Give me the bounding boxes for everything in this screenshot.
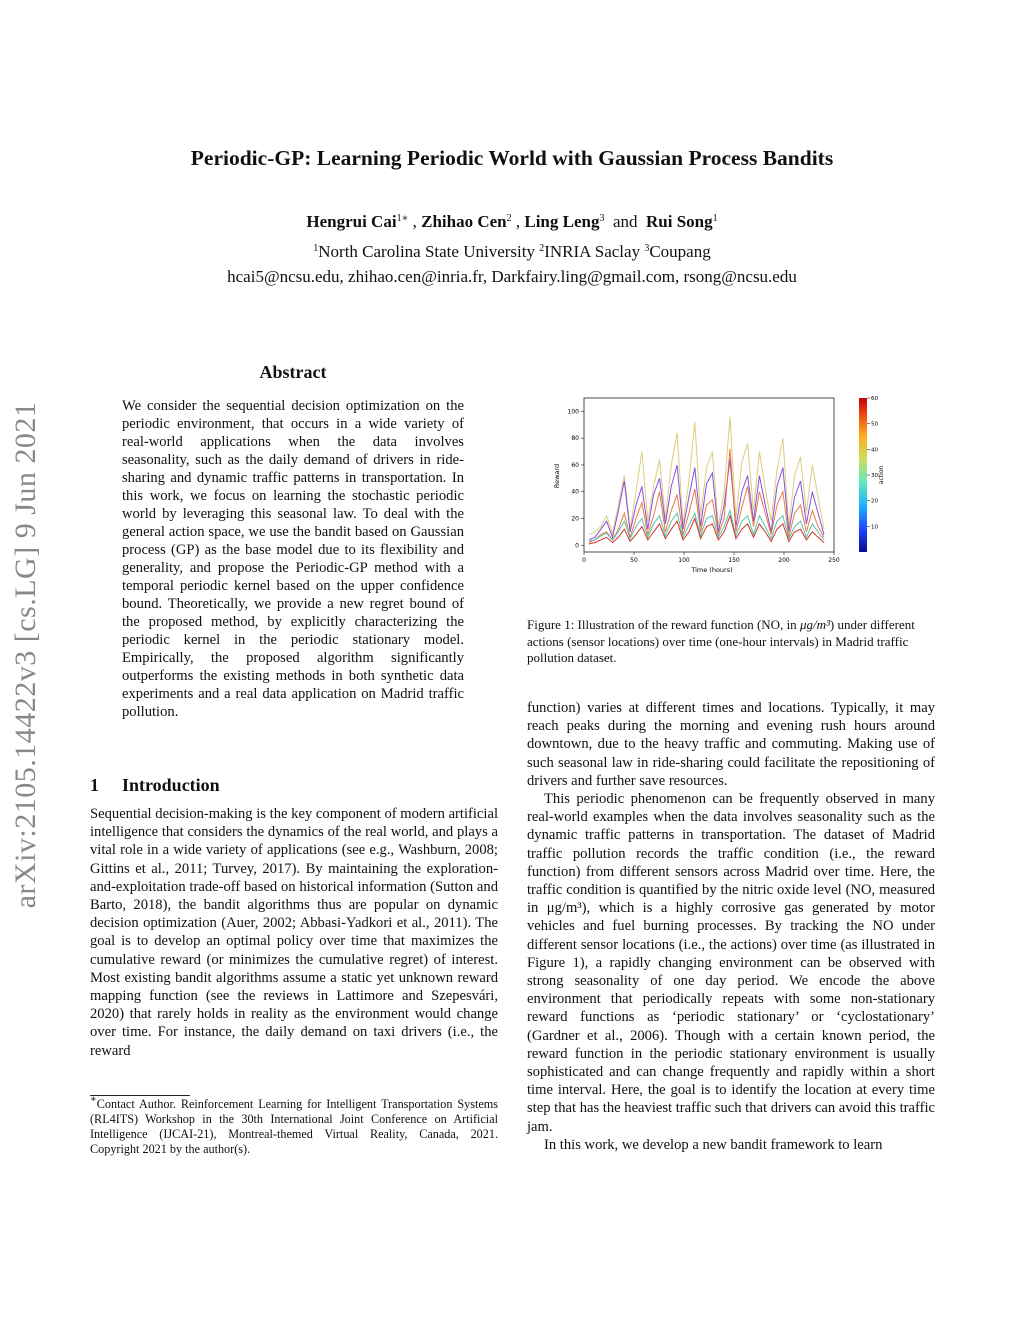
x-tick-label: 0: [582, 557, 586, 564]
plot-frame: [584, 398, 834, 552]
x-tick-label: 150: [728, 557, 740, 564]
x-tick-label: 100: [678, 557, 690, 564]
x-tick-label: 200: [778, 557, 790, 564]
y-tick-label: 40: [571, 488, 579, 496]
x-axis-label: Time (hours): [691, 566, 733, 573]
paper-title: Periodic-GP: Learning Periodic World with Gaussian Process Bandits: [190, 146, 834, 170]
figure-1-chart: [540, 388, 890, 573]
colorbar-tick-label: 60: [871, 396, 878, 402]
intro-paragraph: Sequential decision-making is the key component of modern artificial intelligence that considers the dynamics of the real world, and plays a vital role in a wide variety of applications (see e.g., Washburn, 2008; Gittins et al., 2011; Turvey, 2017). By maintaining the exploration-and-exploitation trade-off based on historical information (Sutton and Barto, 2018), the bandit algorithms thus are popular on dynamic decision optimization (Auer, 2002; Abbasi-Yadkori et al., 2011). The goal is to develop an optimal policy over time that maximizes the cumulative reward (or minimizes the cumulative regret) of interest. Most existing bandit algorithms assume a static yet unknown reward mapping function (see the reviews in Lattimore and Szepesvári, 2020) that rarely holds in reality as the environment would change over time. For instance, the daily demand on taxi drivers (i.e., the reward: [90, 806, 498, 1059]
author-2: Zhihao Cen: [421, 212, 507, 231]
right-column-text: function) varies at different times and locations. Typically, it may reach peaks during the morning and evening rush hours around downtown, due to the heavy traffic and commuting. Making use of such seasonal law in ride-sharing could facilitate the repositioning of drivers and further save resources. This periodic phenomenon can be frequently observed in many real-world examples when the data involves seasonality such as the dynamic traffic patterns in transportation. The dataset of Madrid traffic pollution records the traffic condition (i.e., the reward function) from different sensors across Madrid over time. Here, the traffic condition is quantified by the nitric oxide level (NO, measured in μg/m³), which is a highly corrosive gas generated by motor vehicles and fuel burning processes. By tracking the NO under different sensor locations (i.e., the actions) over time (as illustrated in Figure 1), a rapidly changing environment can be observed with strong seasonality of one day period. We encode the above environment that periodically repeats with some non-stationary reward functions as ‘periodic stationary’ or ‘cyclostationary’ (Gardner et al., 2006). Though with a certain known period, the reward function in the periodic stationary environment is usually sophisticated and can change frequently and rapidly within a short time interval. Here, the goal is to identify the location at every time step that has the heaviest traffic such that drivers can avoid this traffic jam. In this work, we develop a new bandit framework to learn: [527, 700, 935, 1153]
author-3: Ling Leng: [524, 212, 600, 231]
colorbar-tick-label: 20: [871, 498, 878, 505]
author-4: Rui Song: [646, 212, 713, 231]
y-tick-label: 60: [571, 461, 579, 469]
abstract-heading: Abstract: [259, 362, 327, 382]
y-axis-label: Reward: [553, 463, 561, 489]
y-tick-label: 0: [575, 542, 579, 550]
y-tick-label: 80: [571, 435, 579, 443]
y-tick-label: 100: [567, 408, 579, 416]
colorbar-tick-label: 40: [871, 447, 878, 454]
colorbar-tick-label: 30: [871, 473, 878, 479]
colorbar-label: action: [878, 465, 885, 485]
abstract-text: We consider the sequential decision optimization on the periodic environment, that occurs in a wide variety of real-world applications when the data involves seasonality, such as the daily demand of drivers in ride-sharing and dynamic traffic patterns in transportation. In this work, we focus on learning the stochastic periodic world by leveraging this seasonal law. To deal with the general action space, we use the bandit based on Gaussian process (GP) as the base model due to its flexibility and generality, and propose the Periodic-GP method with a temporal periodic kernel based on the upper confidence bound. Theoretically, we provide a new regret bound of the proposed method, by explicitly characterizing the periodic kernel in the periodic stationary model. Empirically, the proposed algorithm significantly outperforms the existing methods in both synthetic data experiments and a real data application on Madrid traffic pollution.: [122, 398, 464, 720]
figure-1-caption: Figure 1: Illustration of the reward function (NO, in μg/m³) under different actions (sensor locations) over time (one-hour intervals) in Madrid traffic pollution dataset.: [527, 617, 915, 665]
footnote: ∗Contact Author. Reinforcement Learning for Intelligent Transportation Systems (RL4ITS) Workshop in the 30th International Joint Conference on Artificial Intelligence (IJCAI-21), Montreal-themed Virtual Reality, Canada, 2021. Copyright 2021 by the author(s).: [90, 1094, 498, 1156]
author-1: Hengrui Cai: [306, 212, 397, 231]
x-tick-label: 250: [828, 557, 840, 564]
affiliations: $^1$North Carolina State University $^2$INRIA Saclay $^3$Coupang: [313, 242, 711, 261]
x-tick-label: 50: [630, 557, 638, 564]
colorbar-tick-label: 50: [871, 421, 878, 428]
colorbar-tick-label: 10: [871, 524, 878, 531]
colorbar: [859, 398, 867, 552]
footnote-rule: [90, 1095, 190, 1096]
reward-chart-svg: [540, 388, 890, 573]
author-line: Hengrui Cai$^{1∗}$ , Zhihao Cen$^2$ , Ling Leng$^3$ and Rui Song$^1$: [306, 212, 718, 231]
author-emails: hcai5@ncsu.edu, zhihao.cen@inria.fr, Darkfairy.ling@gmail.com, rsong@ncsu.edu: [227, 267, 797, 286]
series-line-1: [589, 417, 824, 535]
y-tick-label: 20: [571, 515, 579, 523]
section-heading: 1 Introduction: [90, 775, 220, 795]
